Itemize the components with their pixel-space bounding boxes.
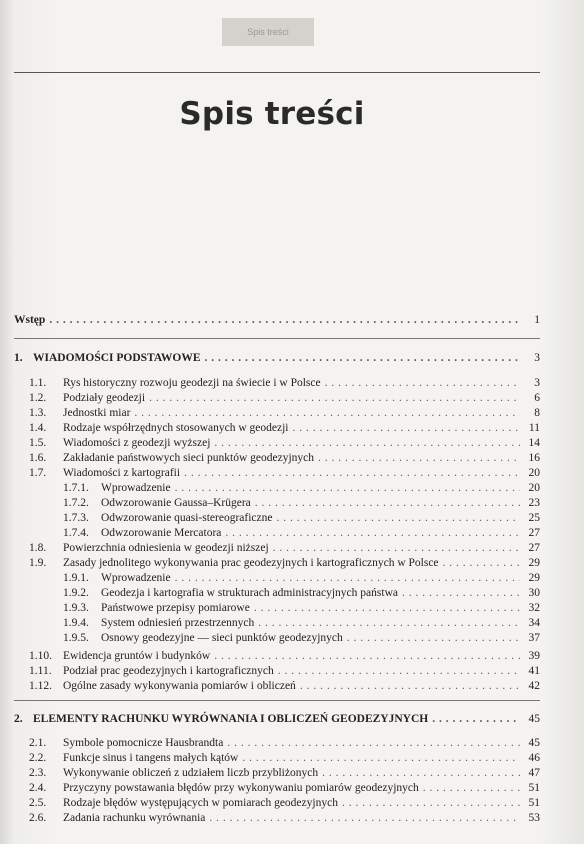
toc-entry-title: Wprowadzenie	[101, 572, 171, 584]
leader-dots	[184, 466, 520, 480]
leader-dots	[209, 811, 520, 825]
toc-entry-title: Wiadomości z geodezji wyższej	[63, 437, 211, 449]
toc-subentry	[63, 526, 540, 540]
toc-entry	[29, 664, 540, 678]
toc-subentry	[63, 631, 540, 645]
toc-entry-title: Powierzchnia odniesienia w geodezji niższej	[63, 542, 269, 554]
leader-dots	[175, 481, 520, 495]
toc-entry-page: 8	[534, 407, 540, 419]
toc-subentry	[63, 496, 540, 510]
toc-entry-page: 51	[528, 797, 540, 809]
toc-entry-page: 30	[528, 587, 540, 599]
toc-entry-title: Podziały geodezji	[63, 392, 146, 404]
leader-dots	[258, 616, 520, 630]
toc-entry-title: Rodzaje błędów występujących w pomiarach geodezyjnych	[63, 797, 338, 809]
toc-entry-number: 2.1.	[29, 737, 47, 749]
toc-entry-title: System odniesień przestrzennych	[101, 617, 255, 629]
toc-entry	[29, 766, 540, 780]
toc-entry-page: 51	[528, 782, 540, 794]
toc-entry-number: 2.3.	[29, 767, 47, 779]
toc-entry	[29, 556, 540, 570]
leader-dots	[254, 601, 520, 615]
toc-entry	[29, 421, 540, 435]
toc-entry	[29, 406, 540, 420]
toc-entry-page: 27	[528, 542, 540, 554]
toc-entry-title: Zakładanie państwowych sieci punktów geodezyjnych	[63, 452, 315, 464]
leader-dots	[325, 376, 520, 390]
toc-entry-number: 2.2.	[29, 752, 47, 764]
leader-dots	[227, 736, 520, 750]
leader-dots	[300, 679, 520, 693]
toc-entry-number: 1.7.	[29, 467, 47, 479]
leader-dots	[322, 766, 520, 780]
toc-entry-number: 1.7.3.	[63, 512, 89, 524]
toc-entry	[29, 451, 540, 465]
toc-entry	[29, 466, 540, 480]
toc-entry-title: Zadania rachunku wyrównania	[63, 812, 206, 824]
toc-entry	[29, 781, 540, 795]
toc-entry-title: Wprowadzenie	[101, 482, 171, 494]
toc-entry-title: Wstęp	[14, 314, 46, 326]
section-divider	[14, 700, 540, 701]
leader-dots	[149, 391, 520, 405]
toc-entry-number: 2.	[14, 713, 23, 725]
leader-dots	[214, 649, 520, 663]
leader-dots	[402, 586, 520, 600]
toc-entry	[29, 751, 540, 765]
leader-dots	[242, 751, 520, 765]
toc-entry-number: 1.2.	[29, 392, 47, 404]
toc-entry-page: 20	[528, 482, 540, 494]
toc-entry	[14, 313, 540, 327]
running-header-tab: Spis treści	[222, 18, 314, 46]
toc-entry-number: 1.11.	[29, 665, 52, 677]
leader-dots	[276, 511, 520, 525]
toc-entry-page: 29	[528, 572, 540, 584]
toc-entry-page: 6	[534, 392, 540, 404]
toc-entry	[29, 736, 540, 750]
toc-entry-number: 1.9.4.	[63, 617, 89, 629]
toc-entry-title: Wiadomości z kartografii	[63, 467, 181, 479]
toc-entry-page: 32	[528, 602, 540, 614]
toc-entry	[29, 436, 540, 450]
toc-entry-title: Rys historyczny rozwoju geodezji na świecie i w Polsce	[63, 377, 321, 389]
toc-entry-title: Wykonywanie obliczeń z udziałem liczb przybliżonych	[63, 767, 319, 779]
toc-entry	[29, 811, 540, 825]
toc-subentry	[63, 601, 540, 615]
toc-entry-page: 39	[528, 650, 540, 662]
toc-entry-number: 1.4.	[29, 422, 47, 434]
toc-subentry	[63, 511, 540, 525]
toc-entry-page: 3	[534, 377, 540, 389]
toc-entry-number: 1.9.5.	[63, 632, 89, 644]
leader-dots	[278, 664, 520, 678]
section-divider	[14, 338, 540, 339]
toc-entry-title: Odwzorowanie quasi-stereograficzne	[101, 512, 273, 524]
toc-entry-number: 2.6.	[29, 812, 47, 824]
toc-entry	[29, 796, 540, 810]
toc-entry-title: Podział prac geodezyjnych i kartograficznych	[63, 665, 274, 677]
toc-entry-page: 14	[528, 437, 540, 449]
toc-entry-title: Odwzorowanie Gaussa–Krügera	[101, 497, 251, 509]
toc-entry-number: 1.7.2.	[63, 497, 89, 509]
toc-subentry	[63, 616, 540, 630]
toc-entry-number: 1.9.1.	[63, 572, 89, 584]
leader-dots	[347, 631, 520, 645]
leader-dots	[49, 313, 520, 327]
toc-entry-page: 27	[528, 527, 540, 539]
leader-dots	[255, 496, 520, 510]
toc-entry	[29, 649, 540, 663]
leader-dots	[443, 556, 520, 570]
toc-entry-page: 20	[528, 467, 540, 479]
leader-dots	[318, 451, 520, 465]
toc-entry-number: 1.7.1.	[63, 482, 89, 494]
leader-dots	[225, 526, 520, 540]
toc-entry-page: 34	[528, 617, 540, 629]
toc-entry-page: 41	[528, 665, 540, 677]
toc-entry-page: 47	[528, 767, 540, 779]
toc-entry-page: 46	[528, 752, 540, 764]
toc-entry-title: Funkcje sinus i tangens małych kątów	[63, 752, 239, 764]
toc-entry-number: 1.9.	[29, 557, 47, 569]
toc-entry-title: Zasady jednolitego wykonywania prac geodezyjnych i kartograficznych w Polsce	[63, 557, 439, 569]
toc-subentry	[63, 481, 540, 495]
toc-entry-number: 1.	[14, 352, 23, 364]
toc-entry-number: 1.8.	[29, 542, 47, 554]
toc-entry-page: 53	[528, 812, 540, 824]
toc-entry-number: 1.12.	[29, 680, 52, 692]
toc-entry-number: 1.10.	[29, 650, 52, 662]
toc-entry-title: Przyczyny powstawania błędów przy wykonywaniu pomiarów geodezyjnych	[63, 782, 419, 794]
toc-entry-page: 23	[528, 497, 540, 509]
toc-entry	[29, 391, 540, 405]
toc-subentry	[63, 571, 540, 585]
toc-entry-page: 37	[528, 632, 540, 644]
toc-entry-number: 1.9.2.	[63, 587, 89, 599]
toc-entry-number: 2.5.	[29, 797, 47, 809]
toc-entry-page: 45	[528, 737, 540, 749]
leader-dots	[273, 541, 520, 555]
toc-entry-title: Symbole pomocnicze Hausbrandta	[63, 737, 224, 749]
toc-chapter	[14, 351, 540, 365]
leader-dots	[342, 796, 520, 810]
toc-entry-title: Ewidencja gruntów i budynków	[63, 650, 211, 662]
toc-entry-title: Jednostki miar	[63, 407, 131, 419]
leader-dots	[205, 351, 520, 365]
toc-entry-page: 11	[528, 422, 540, 434]
toc-entry-title: Ogólne zasady wykonywania pomiarów i obliczeń	[63, 680, 296, 692]
toc-entry-title: Geodezja i kartografia w strukturach administracyjnych państwa	[101, 587, 398, 599]
toc-entry-page: 42	[528, 680, 540, 692]
toc-entry-page: 25	[528, 512, 540, 524]
toc-entry-number: 1.5.	[29, 437, 47, 449]
toc-entry-title: WIADOMOŚCI PODSTAWOWE	[33, 352, 201, 364]
toc-entry-number: 1.9.3.	[63, 602, 89, 614]
toc-entry-page: 45	[528, 713, 540, 725]
leader-dots	[175, 571, 520, 585]
leader-dots	[423, 781, 520, 795]
toc-entry-page: 3	[534, 352, 540, 364]
leader-dots	[214, 436, 520, 450]
page-title: Spis treści	[179, 96, 365, 132]
toc-entry-number: 1.7.4.	[63, 527, 89, 539]
toc-entry-title: Osnowy geodezyjne — sieci punktów geodezyjnych	[101, 632, 343, 644]
toc-entry	[29, 376, 540, 390]
toc-subentry	[63, 586, 540, 600]
toc-entry	[29, 679, 540, 693]
toc-chapter	[14, 712, 540, 726]
leader-dots	[432, 712, 520, 726]
toc-entry-title: Państwowe przepisy pomiarowe	[101, 602, 250, 614]
leader-dots	[292, 421, 520, 435]
toc-entry-number: 2.4.	[29, 782, 47, 794]
leader-dots	[134, 406, 520, 420]
toc-entry-number: 1.3.	[29, 407, 47, 419]
toc-entry-page: 1	[534, 314, 540, 326]
toc-entry-title: Rodzaje współrzędnych stosowanych w geodezji	[63, 422, 289, 434]
toc-entry-title: ELEMENTY RACHUNKU WYRÓWNANIA I OBLICZEŃ GEODEZYJNYCH	[33, 713, 429, 725]
toc-entry	[29, 541, 540, 555]
toc-entry-page: 16	[528, 452, 540, 464]
toc-entry-page: 29	[528, 557, 540, 569]
toc-entry-title: Odwzorowanie Mercatora	[101, 527, 222, 539]
toc-entry-number: 1.6.	[29, 452, 47, 464]
toc-entry-number: 1.1.	[29, 377, 47, 389]
